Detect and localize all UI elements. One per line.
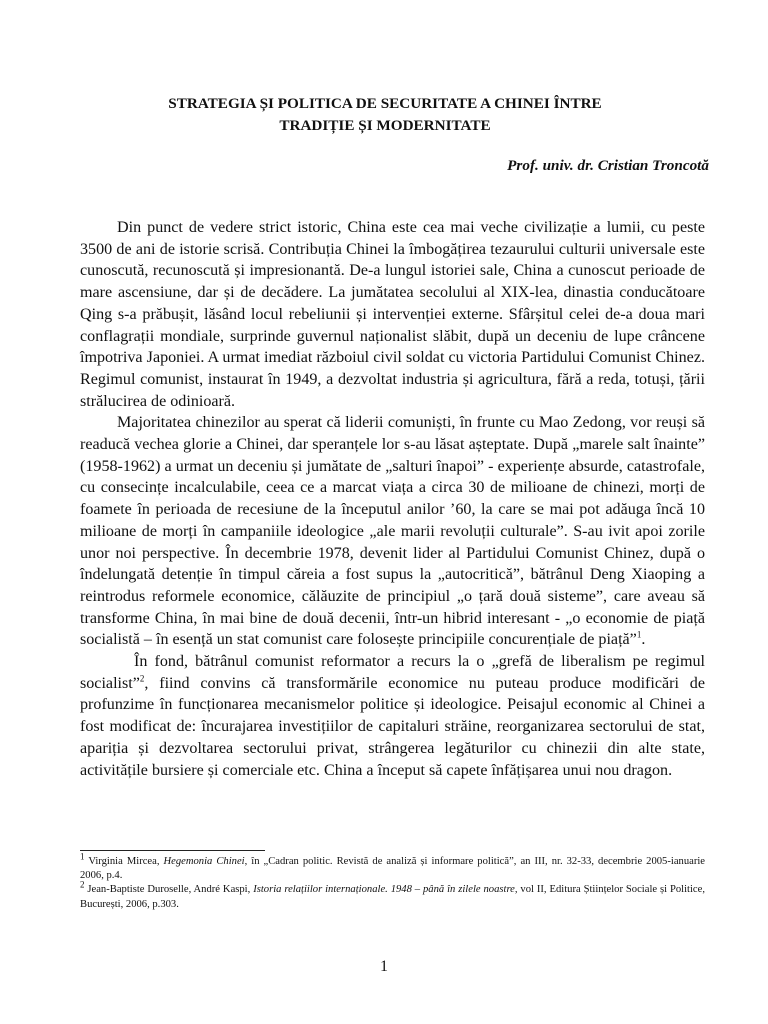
paragraph-text: În fond, bătrânul comunist reformator a recurs la o „grefă de liberalism pe regimul socialist”: [80, 653, 705, 692]
title-line-1: STRATEGIA ȘI POLITICA DE SECURITATE A CHINEI ÎNTRE: [168, 95, 602, 112]
footnote-text: Jean-Baptiste Duroselle, André Kaspi,: [84, 884, 254, 896]
paragraph-text: Din punct de vedere strict istoric, China este cea mai veche civilizație a lumii, cu peste 3500 de ani de istorie scrisă. Contribuția Chinei la îmbogățirea tezaurului culturii universale este cunoscută, recunoscută și impresionantă. De-a lungul istoriei sale, China a cunoscut perioade de mare ascensiune, dar și de decădere. La jumătatea secolului al XIX-lea, dinastia conducătoare Qing s-a prăbușit, lăsând locul rebeliunii și intervenției externe. Sfârșitul celei de-a doua mari conflagrații mondiale, surprinde guvernul naționalist slăbit, după un deceniu de lupe crâncene împotriva Japoniei. A urmat imediat războiul civil soldat cu victoria Partidului Comunist Chinez. Regimul comunist, instaurat în 1949, a dezvoltat industria și agricultura, fără a reda, totuși, țării strălucirea de odinioară.: [80, 219, 705, 410]
paragraph-text: , fiind convins că transformările economice nu puteau produce modificări de profunzime în funcționarea mecanismelor politice și ideologice. Peisajul economic al Chinei a fost modificat de: încurajarea investițiilor de capitaluri străine, reorganizarea sectorului de stat, apariția și dezvoltarea sectorului privat, strângerea legăturilor cu chinezii din alte state, activitățile bursiere și comerciale etc. China a început să capete înfățișarea unui nou dragon.: [80, 674, 705, 779]
footnote-ref-1[interactable]: 1: [636, 630, 642, 640]
paragraph-end: .: [641, 631, 646, 649]
footnote-title: Hegemonia Chinei: [163, 856, 245, 867]
paragraph-text: Majoritatea chinezilor au sperat că liderii comuniști, în frunte cu Mao Zedong, vor reuși să readucă vechea glorie a Chinei, dar speranțele lor s-au lăsat așteptate. După „marele salt înainte” (1958-1962) a urmat un deceniu și jumătate de „salturi înapoi” - experiențe absurde, catastrofale, cu consecințe incalculabile, ceea ce a marcat viața a circa 30 de milioane de chinezi, morți de foamete în perioada de recesiune de la începutul anilor ’60, la care se mai pot adăuga încă 10 milioane de morți în campaniile ideologice „ale marii revoluții culturale”. S-au ivit apoi zorile unor noi perspective. În decembrie 1978, devenit lider al Partidului Comunist Chinez, după o îndelungată detenție în timpul căreia a fost supus la „autocritică”, bătrânul Deng Xiaoping a reintrodus reformele economice, călăuzite de principiul „o țară două sisteme”, care aveau să transforme China, în mai bine de două decenii, într-un hibrid interesant - „o economie de piață socialistă – în esență un stat comunist care folosește principiile concurențiale de piață”: [80, 414, 705, 649]
paragraph-1: [80, 217, 705, 412]
footnotes: [80, 851, 705, 912]
footnote-ref-2[interactable]: 2: [139, 673, 145, 684]
footnote-number: 2: [80, 879, 85, 890]
document-title: [80, 93, 690, 137]
body-text: [80, 217, 705, 781]
paragraph-3: [80, 651, 705, 781]
page-number: 1: [380, 958, 388, 975]
footnote-separator: [80, 850, 265, 851]
footnote-text: vol II, Editura Științelor Sociale și Politice, București, 2006, p.303.: [80, 884, 705, 910]
footnote-text: Virginia Mircea,: [84, 856, 164, 867]
footnote-2: [80, 879, 705, 911]
paragraph-2: [80, 412, 705, 651]
footnote-title: Istoria relațiilor internaționale. 1948 – până în zilele noastre,: [253, 884, 518, 896]
footnote-1: [80, 851, 705, 883]
footnote-text: , în „Cadran politic. Revistă de analiză și informare politică”, an III, nr. 32-33, decembrie 2005-ianuarie 2006, p.4.: [80, 856, 705, 882]
author-byline: Prof. univ. dr. Cristian Troncotă: [507, 157, 709, 174]
title-line-2: TRADIȚIE ȘI MODERNITATE: [279, 117, 491, 134]
footnote-number: 1: [80, 851, 85, 862]
